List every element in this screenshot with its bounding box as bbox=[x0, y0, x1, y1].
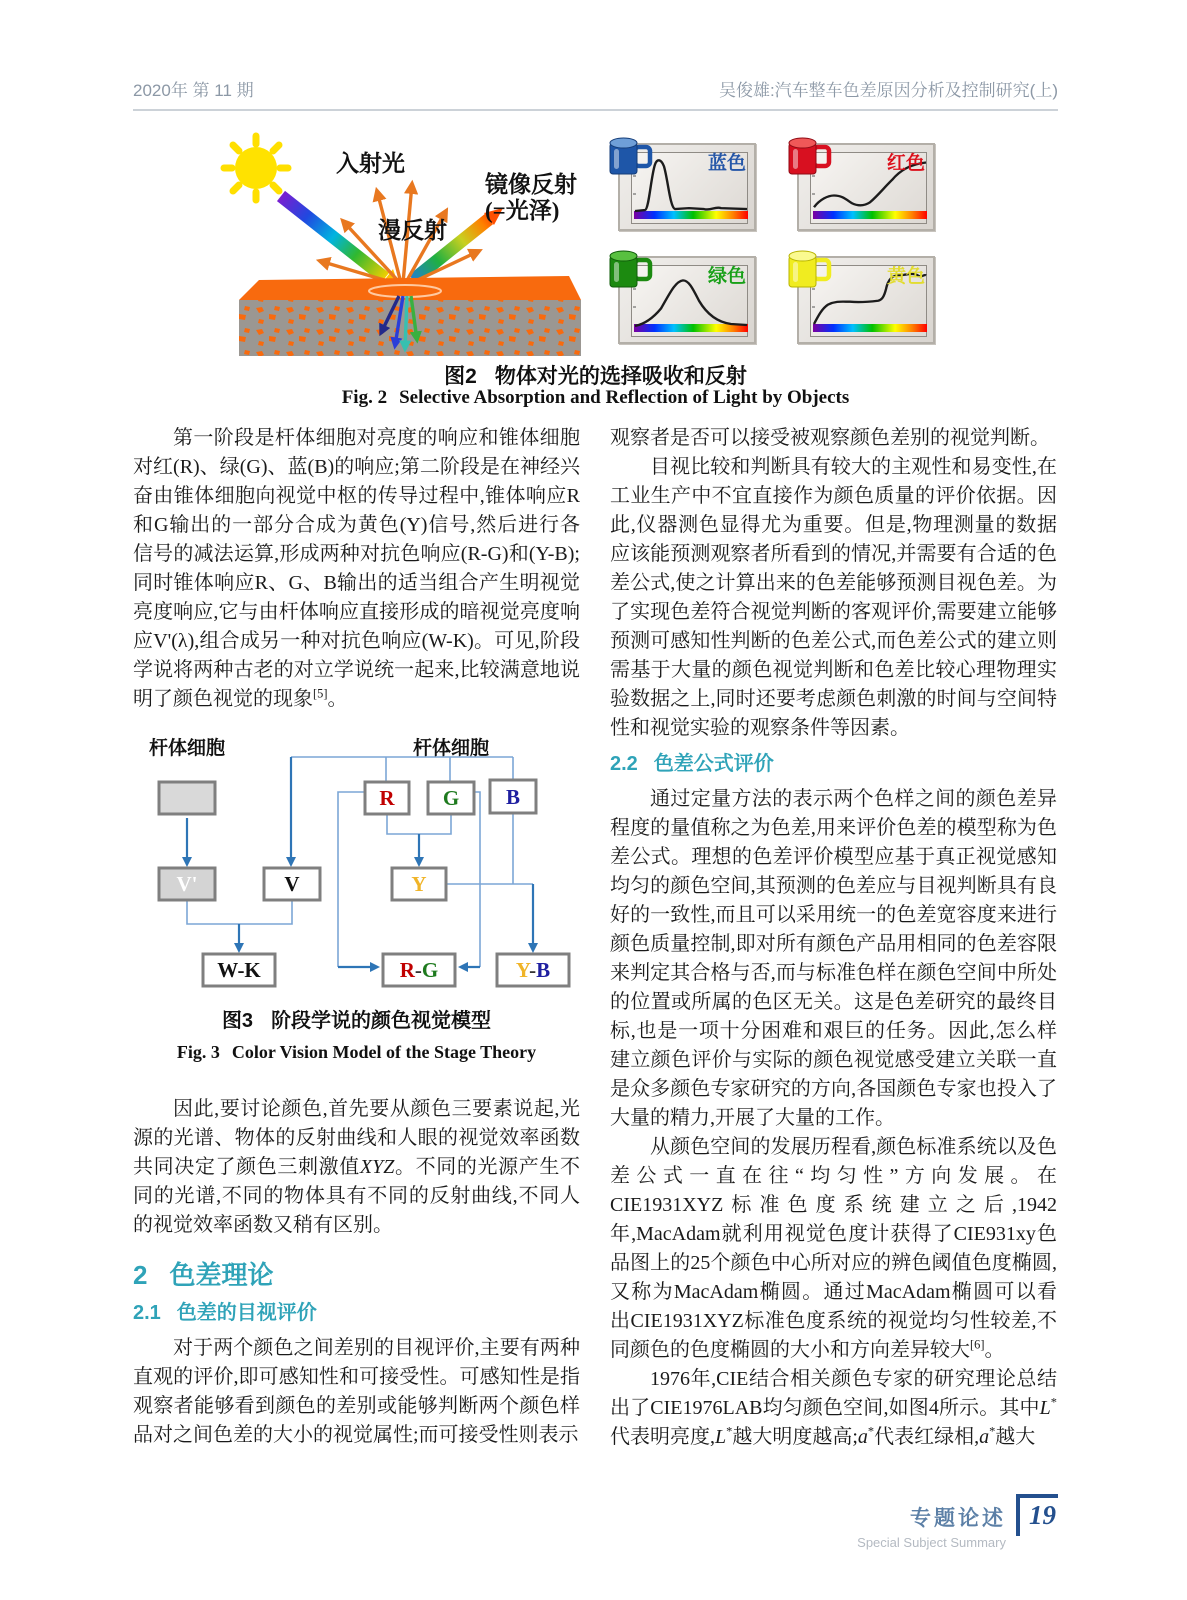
panel-green bbox=[618, 256, 756, 344]
panel-yellow bbox=[797, 256, 935, 344]
panel-blue bbox=[618, 143, 756, 231]
paragraph-group bbox=[133, 424, 580, 714]
section-heading-2: 2 色差理论 bbox=[133, 1260, 274, 1290]
section-heading-2-1: 2.1 色差的目视评价 bbox=[133, 1302, 317, 1324]
sun-icon bbox=[224, 136, 288, 200]
figure3-caption-zh: 图3 阶段学说的颜色视觉模型 bbox=[221, 1010, 492, 1032]
text-R: R bbox=[379, 786, 395, 810]
left-column bbox=[133, 424, 580, 1450]
text-G: G bbox=[442, 786, 460, 810]
panel-label: 蓝色 bbox=[707, 153, 746, 174]
arrow-lines bbox=[187, 757, 533, 967]
yellow-mug-icon bbox=[785, 247, 833, 293]
text-Y: Y bbox=[411, 872, 427, 896]
paragraph-group bbox=[610, 785, 1057, 1452]
paragraph-group bbox=[133, 1334, 580, 1450]
header-article-title: 吴俊雄:汽车整车色差原因分析及控制研究(上) bbox=[718, 81, 1058, 100]
paragraph: 因此,要讨论颜色,首先要从颜色三要素说起,光源的光谱、物体的反射曲线和人眼的视觉效率函数共同决定了颜色三刺激值XYZ。不同的光源产生不同的光谱,不同的物体具有不同的反射曲线,不同人的视觉效率函数又稍有区别。 bbox=[133, 1098, 581, 1236]
paragraph: 通过定量方法的表示两个色样之间的颜色差异程度的量值称之为色差,用来评价色差的模型称为色差公式。理想的色差评价模型应基于真正视觉感知均匀的颜色空间,其预测的色差应与目视判断具有良好的一致性,而且可以采用统一的色差宽容度来进行颜色质量控制,即对所有颜色产品用相同的色差容限来判定其合格与否,而与标准色样在颜色空间中所处的位置或所属的色区无关。这是色差研究的最终目标,也是一项十分困难和艰巨的任务。因此,怎么样建立颜色评价与实际的颜色视觉感受建立关联一直是众多颜色专家研究的方向,各国颜色专家也投入了大量的精力,开展了大量的工作。 bbox=[610, 788, 1057, 1129]
figure2 bbox=[133, 128, 1058, 356]
paragraph: 1976年,CIE结合相关颜色专家的研究理论总结出了CIE1976LAB均匀颜色空间,如图4所示。其中L*代表明亮度,L*越大明度越高;a*代表红绿相,a*越大 bbox=[610, 1368, 1057, 1448]
panel-red bbox=[797, 143, 935, 231]
header-issue: 2020年 第 11 期 bbox=[133, 81, 254, 100]
paragraph: 目视比较和判断具有较大的主观性和易变性,在工业生产中不宜直接作为颜色质量的评价依据。因此,仪器测色显得尤为重要。但是,物理测量的数据应该能预测观察者所看到的情况,并需要有合适的色差公式,使之计算出来的色差能够预测目视色差。为了实现色差符合视觉判断的客观评价,需要建立能够预测可感知性判断的色差公式,而色差公式的建立则需基于大量的颜色视觉判断和色差比较心理物理实验数据之上,同时还要考虑颜色刺激的时间与空间特性和视觉实验的观察条件等因素。 bbox=[610, 456, 1057, 739]
figure3-stage-model-diagram bbox=[133, 728, 579, 994]
label-rod-cells-left: 杆体细胞 bbox=[148, 738, 226, 759]
section-heading-2-2: 2.2 色差公式评价 bbox=[610, 753, 774, 775]
figure3 bbox=[133, 728, 580, 1067]
rod-cell-box bbox=[159, 782, 215, 814]
spectral-panels bbox=[618, 143, 935, 344]
text-V: V bbox=[284, 872, 300, 896]
page-number: 19 bbox=[1029, 1500, 1056, 1530]
figure3-caption-en: Fig. 3 Color Vision Model of the Stage Theory bbox=[176, 1042, 537, 1062]
text-YB: Y-B bbox=[515, 958, 551, 982]
label-specular-reflection: 镜像反射 bbox=[485, 172, 577, 197]
figure2-caption-zh: 图2 物体对光的选择吸收和反射 bbox=[444, 365, 747, 388]
paragraph-group bbox=[610, 424, 1057, 743]
label-rod-cells-right: 杆体细胞 bbox=[412, 738, 490, 759]
label-incident-light: 入射光 bbox=[336, 151, 405, 176]
paragraph-group bbox=[133, 1095, 580, 1240]
page-footer bbox=[857, 1494, 1058, 1550]
paragraph: 从颜色空间的发展历程看,颜色标准系统以及色差公式一直在往“均匀性”方向发展。在CIE1931XYZ标准色度系统建立之后,1942年,MacAdam就利用视觉色度计获得了CIE931xy色品图上的25个颜色中心所对应的辨色阈值色度椭圆,又称为MacAdam椭圆。通过MacAdam椭圆可以看出CIE1931XYZ标准色度系统的视觉均匀性较差,不同颜色的色度椭圆的大小和方向差异较大[6]。 bbox=[610, 1136, 1057, 1361]
panel-label: 黄色 bbox=[886, 266, 925, 287]
footer-section-label: 专题论述 Special Subject Summary bbox=[857, 1507, 1006, 1550]
text-B: B bbox=[505, 785, 521, 809]
text-RG: R-G bbox=[399, 958, 439, 982]
paragraph: 第一阶段是杆体细胞对亮度的响应和锥体细胞对红(R)、绿(G)、蓝(B)的响应;第二阶段是在神经兴奋由锥体细胞向视觉中枢的传导过程中,锥体响应R和G输出的一部分合成为黄色(Y)信号,然后进行各信号的减法运算,形成两种对抗色响应(R-G)和(Y-B);同时锥体响应R、G、B输出的适当组合产生明视觉亮度响应,它与由杆体响应直接形成的暗视觉亮度响应V'(λ),组合成另一种对抗色响应(W-K)。可见,阶段学说将两种古老的对立学说统一起来,比较满意地说明了颜色视觉的现象[5]。 bbox=[133, 427, 580, 710]
paragraph: 观察者是否可以接受被观察颜色差别的视觉判断。 bbox=[610, 427, 1050, 449]
green-mug-icon bbox=[606, 247, 654, 293]
paragraph: 对于两个颜色之间差别的目视评价,主要有两种直观的评价,即可感知性和可接受性。可感知性是指观察者能够看到颜色的差别或能够判断两个颜色样品对之间色差的大小的视觉属性;而可接受性则表示 bbox=[133, 1337, 580, 1446]
red-mug-icon bbox=[785, 134, 833, 180]
figure2-caption-en: Fig. 2 Selective Absorption and Reflection of Light by Objects bbox=[341, 387, 850, 408]
surface bbox=[239, 276, 581, 356]
text-Vprime: V' bbox=[176, 872, 198, 896]
label-gloss: (=光泽) bbox=[485, 198, 560, 223]
right-column bbox=[610, 424, 1057, 1452]
panel-label: 绿色 bbox=[707, 266, 746, 287]
figure2-reflection-diagram bbox=[133, 128, 593, 363]
panel-label: 红色 bbox=[886, 153, 925, 174]
page-number-bracket bbox=[1016, 1494, 1058, 1536]
text-WK: W-K bbox=[217, 958, 261, 982]
page-header bbox=[133, 76, 1058, 111]
label-diffuse-reflection: 漫反射 bbox=[378, 218, 447, 243]
blue-mug-icon bbox=[606, 134, 654, 180]
